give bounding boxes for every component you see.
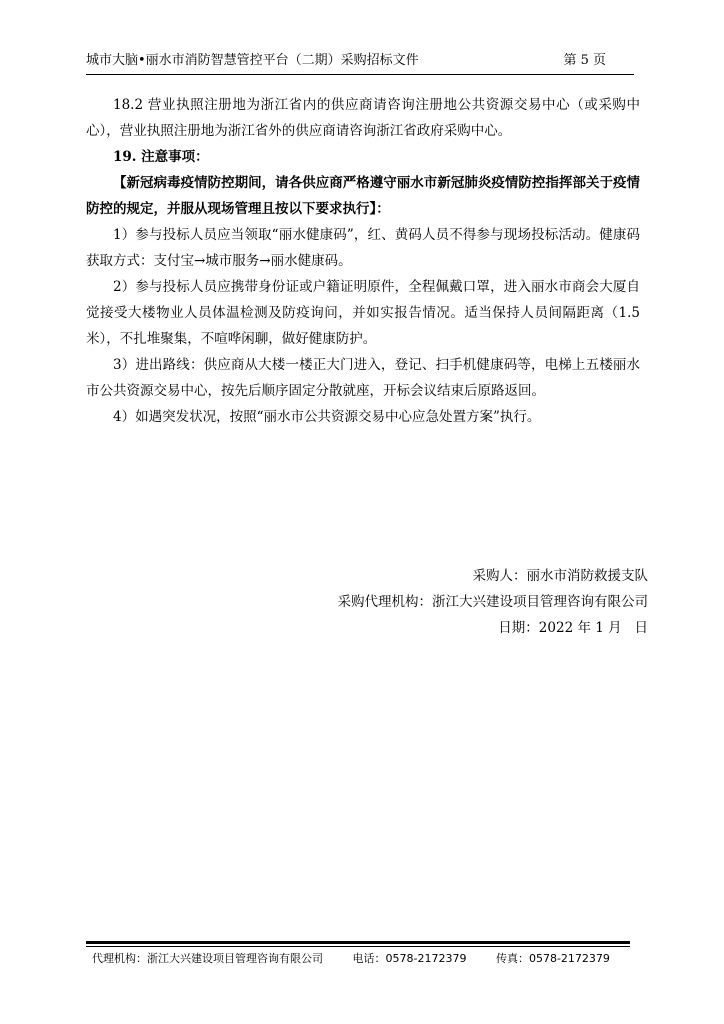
footer-fax: 传真：0578-2172379: [495, 952, 610, 965]
agency-line: 采购代理机构：浙江大兴建设项目管理咨询有限公司: [337, 594, 648, 610]
section-heading-19: 19. 注意事项：: [113, 149, 209, 165]
footer-phone: 电话：0578-2172379: [352, 952, 467, 965]
requirement-4: 4）如遇突发状况，按照“丽水市公共资源交易中心应急处置方案”执行。: [113, 409, 541, 425]
footer-divider-thin: [86, 946, 630, 947]
footer-divider-thick: [86, 941, 630, 944]
requirement-1: 1）参与投标人员应当领取“丽水健康码”，红、黄码人员不得参与现场投标活动。健康码获取方式：支付宝→城市服务→丽水健康码。: [86, 227, 640, 269]
signature-block: [338, 563, 649, 641]
page-number: 第 5 页: [563, 53, 606, 68]
purchaser-line: 采购人：丽水市消防救援支队: [472, 568, 648, 584]
date-line: 日期：2022 年 1 月 日: [498, 620, 648, 636]
document-title: 城市大脑•丽水市消防智慧管控平台（二期）采购招标文件: [86, 53, 419, 68]
document-body: [86, 92, 640, 430]
page-footer: [92, 951, 636, 967]
epidemic-notice: 【新冠病毒疫情防控期间，请各供应商严格遵守丽水市新冠肺炎疫情防控指挥部关于疫情防控的规定，并服从现场管理且按以下要求执行】：: [86, 175, 640, 217]
requirement-3: 3）进出路线：供应商从大楼一楼正大门进入，登记、扫手机健康码等，电梯上五楼丽水市公共资源交易中心，按先后顺序固定分散就座，开标会议结束后原路返回。: [86, 357, 640, 399]
footer-agency: 代理机构：浙江大兴建设项目管理咨询有限公司: [92, 952, 323, 965]
paragraph-18-2: 18.2 营业执照注册地为浙江省内的供应商请咨询注册地公共资源交易中心（或采购中心），营业执照注册地为浙江省外的供应商请咨询浙江省政府采购中心。: [86, 97, 640, 139]
header-divider: [86, 74, 634, 75]
requirement-2: 2）参与投标人员应携带身份证或户籍证明原件，全程佩戴口罩，进入丽水市商会大厦自觉接受大楼物业人员体温检测及防疫询问，并如实报告情况。适当保持人员间隔距离（1.5米），不扎堆聚集，不喧哗闲聊，做好健康防护。: [86, 279, 640, 347]
page-header: [86, 51, 634, 73]
